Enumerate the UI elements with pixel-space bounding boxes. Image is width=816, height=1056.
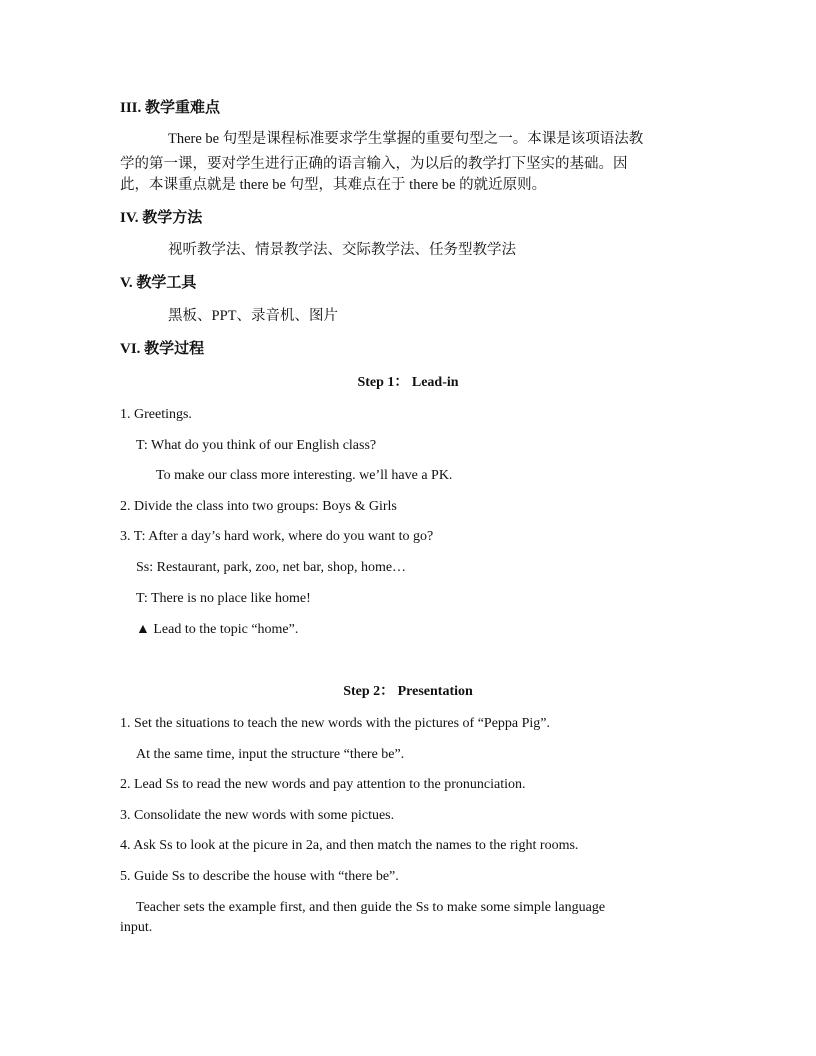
methods-text: 视听教学法、情景教学法、交际教学法、任务型教学法 (168, 242, 516, 258)
step2-line: 1. Set the situations to teach the new words with the pictures of “Peppa Pig”. (120, 716, 551, 731)
step1-title: Step 1： Lead-in (357, 375, 459, 390)
section-heading-process: VI. 教学过程 (120, 341, 205, 357)
tools-text: 黑板、PPT、录音机、图片 (168, 308, 338, 324)
step2-line: Teacher sets the example first, and then guide the Ss to make some simple language (136, 900, 606, 915)
step1-line: 3. T: After a day’s hard work, where do you want to go? (120, 529, 434, 544)
step1-line: T: There is no place like home! (136, 591, 311, 606)
step1-line: 2. Divide the class into two groups: Boys & Girls (120, 499, 397, 514)
step2-line: 5. Guide Ss to describe the house with “there be”. (120, 869, 399, 884)
step2-line: input. (120, 920, 153, 935)
paragraph-line: 学的第一课，要对学生进行正确的语言输入，为以后的教学打下坚实的基础。因 (120, 156, 628, 172)
step1-line: T: What do you think of our English class? (136, 438, 377, 453)
step2-line: At the same time, input the structure “there be”. (136, 747, 405, 762)
step1-line: 1. Greetings. (120, 407, 192, 422)
section-heading-key-points: III. 教学重难点 (120, 100, 221, 116)
step2-line: 2. Lead Ss to read the new words and pay attention to the pronunciation. (120, 777, 526, 792)
paragraph-line: 此，本课重点就是 there be 句型，其难点在于 there be 的就近原则。 (120, 177, 547, 193)
step2-line: 4. Ask Ss to look at the picure in 2a, and then match the names to the right rooms. (120, 838, 579, 853)
step1-line: Ss: Restaurant, park, zoo, net bar, shop, home… (136, 560, 407, 575)
section-heading-methods: IV. 教学方法 (120, 210, 203, 226)
step1-line: ▲ Lead to the topic “home”. (136, 622, 299, 637)
step2-title: Step 2： Presentation (343, 684, 473, 699)
step2-line: 3. Consolidate the new words with some pictues. (120, 808, 395, 823)
section-heading-tools: V. 教学工具 (120, 275, 197, 291)
step1-line: To make our class more interesting. we’ll have a PK. (156, 468, 453, 483)
paragraph-line: There be 句型是课程标准要求学生掌握的重要句型之一。本课是该项语法教 (168, 131, 644, 147)
